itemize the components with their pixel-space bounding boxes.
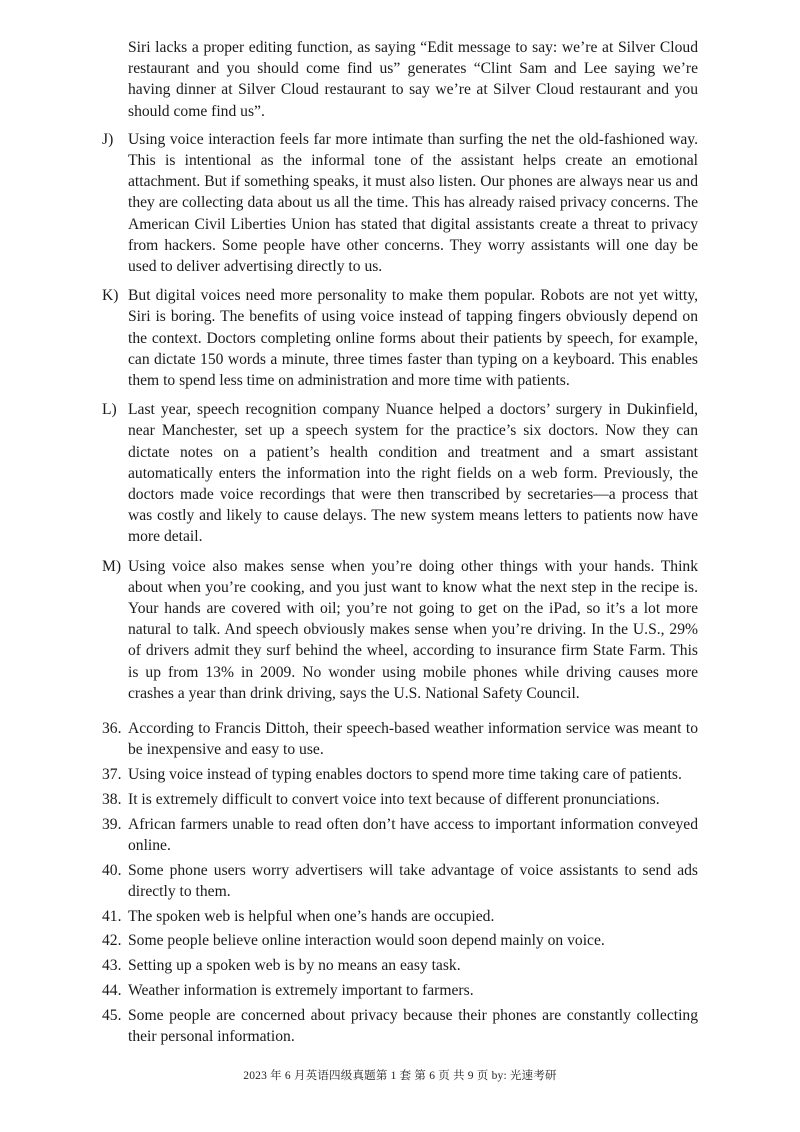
- question-43: [102, 955, 698, 976]
- paragraph-text: But digital voices need more personality to make them popular. Robots are not yet witty, Siri is boring. The benefits of using voice instead of tapping fingers obviously depend on the context. Doctors completing online forms about their patients by speech, for example, can dictate 150 words a minute, three times faster than typing on a keyboard. This enables them to spend less time on administration and more time with patients.: [128, 287, 698, 390]
- paragraph-label: L): [102, 401, 117, 419]
- page-footer: 2023 年 6 月英语四级真题第 1 套 第 6 页 共 9 页 by: 光速考研: [243, 1070, 557, 1082]
- question-41: [102, 906, 698, 927]
- question-37: [102, 764, 698, 785]
- paragraph-l: [102, 399, 698, 547]
- question-text: Some phone users worry advertisers will take advantage of voice assistants to send ads directly to them.: [128, 861, 698, 900]
- question-text: Some people believe online interaction would soon depend mainly on voice.: [128, 932, 605, 950]
- paragraph-label: J): [102, 130, 114, 148]
- document-page: [102, 37, 698, 1051]
- question-number: 41.: [102, 907, 122, 925]
- question-text: Weather information is extremely important to farmers.: [128, 982, 474, 1000]
- question-40: [102, 860, 698, 902]
- paragraph-text: Using voice interaction feels far more intimate than surfing the net the old-fashioned way. This is intentional as the informal tone of the assistant helps create an emotional attachment. But if something speaks, it must also listen. Our phones are always near us and they are collecting data about us all the time. This has already raised privacy concerns. The American Civil Liberties Union has stated that digital assistants create a threat to privacy from hackers. Some people have other concerns. They worry assistants will one day be used to deliver advertising directly to us.: [128, 130, 698, 276]
- question-text: According to Francis Dittoh, their speech-based weather information service was meant to be inexpensive and easy to use.: [128, 720, 698, 759]
- question-number: 36.: [102, 720, 122, 738]
- question-text: Some people are concerned about privacy because their phones are constantly collecting their personal information.: [128, 1006, 698, 1046]
- question-list: [102, 718, 698, 1047]
- question-number: 42.: [102, 932, 122, 950]
- paragraph-i-continuation: Siri lacks a proper editing function, as saying “Edit message to say: we’re at Silver Cloud restaurant and you should come find us” generates “Clint Sam and Lee saying we’re having dinner at Silver Cloud restaurant to say we’re at Silver Cloud restaurant and you should come find us”.: [128, 39, 698, 120]
- question-number: 38.: [102, 790, 122, 808]
- question-text: It is extremely difficult to convert voice into text because of different pronunciations.: [128, 790, 660, 808]
- paragraph-m: [102, 556, 698, 704]
- question-number: 40.: [102, 861, 122, 879]
- question-text: Using voice instead of typing enables doctors to spend more time taking care of patients.: [128, 766, 682, 784]
- question-number: 37.: [102, 766, 122, 784]
- question-42: [102, 930, 698, 951]
- question-36: [102, 718, 698, 760]
- question-number: 39.: [102, 815, 122, 833]
- paragraph-label: K): [102, 287, 119, 305]
- paragraph-text: Last year, speech recognition company Nuance helped a doctors’ surgery in Dukinfield, near Manchester, set up a speech system for the practice’s six doctors. Now they can dictate notes on a patient’s health condition and treatment and a smart assistant automatically enters the information into the right fields on a web form. Previously, the doctors made voice recordings that were then transcribed by secretaries—a process that was costly and likely to cause delays. The new system means letters to patients now have more detail.: [128, 401, 698, 546]
- question-number: 43.: [102, 957, 122, 975]
- question-38: [102, 789, 698, 810]
- paragraph-text: Using voice also makes sense when you’re doing other things with your hands. Think about when you’re cooking, and you just want to know what the next step in the recipe is. Your hands are covered with oil; you’re not going to get on the iPad, so it’s a lot more natural to talk. And speech obviously makes sense when you’re driving. In the U.S., 29% of drivers admit they surf behind the wheel, according to insurance firm State Farm. This is up from 13% in 2009. No wonder using mobile phones while driving causes more crashes a year than drink driving, says the U.S. National Safety Council.: [128, 557, 698, 702]
- question-number: 44.: [102, 982, 122, 1000]
- question-text: The spoken web is helpful when one’s hands are occupied.: [128, 907, 495, 925]
- paragraph-k: [102, 285, 698, 391]
- question-44: [102, 980, 698, 1001]
- question-text: Setting up a spoken web is by no means an easy task.: [128, 957, 461, 975]
- question-45: [102, 1005, 698, 1047]
- question-39: [102, 814, 698, 856]
- paragraph-label: M): [102, 557, 122, 575]
- question-text: African farmers unable to read often don’t have access to important information conveyed online.: [128, 815, 698, 854]
- question-number: 45.: [102, 1006, 122, 1024]
- paragraph-j: [102, 129, 698, 277]
